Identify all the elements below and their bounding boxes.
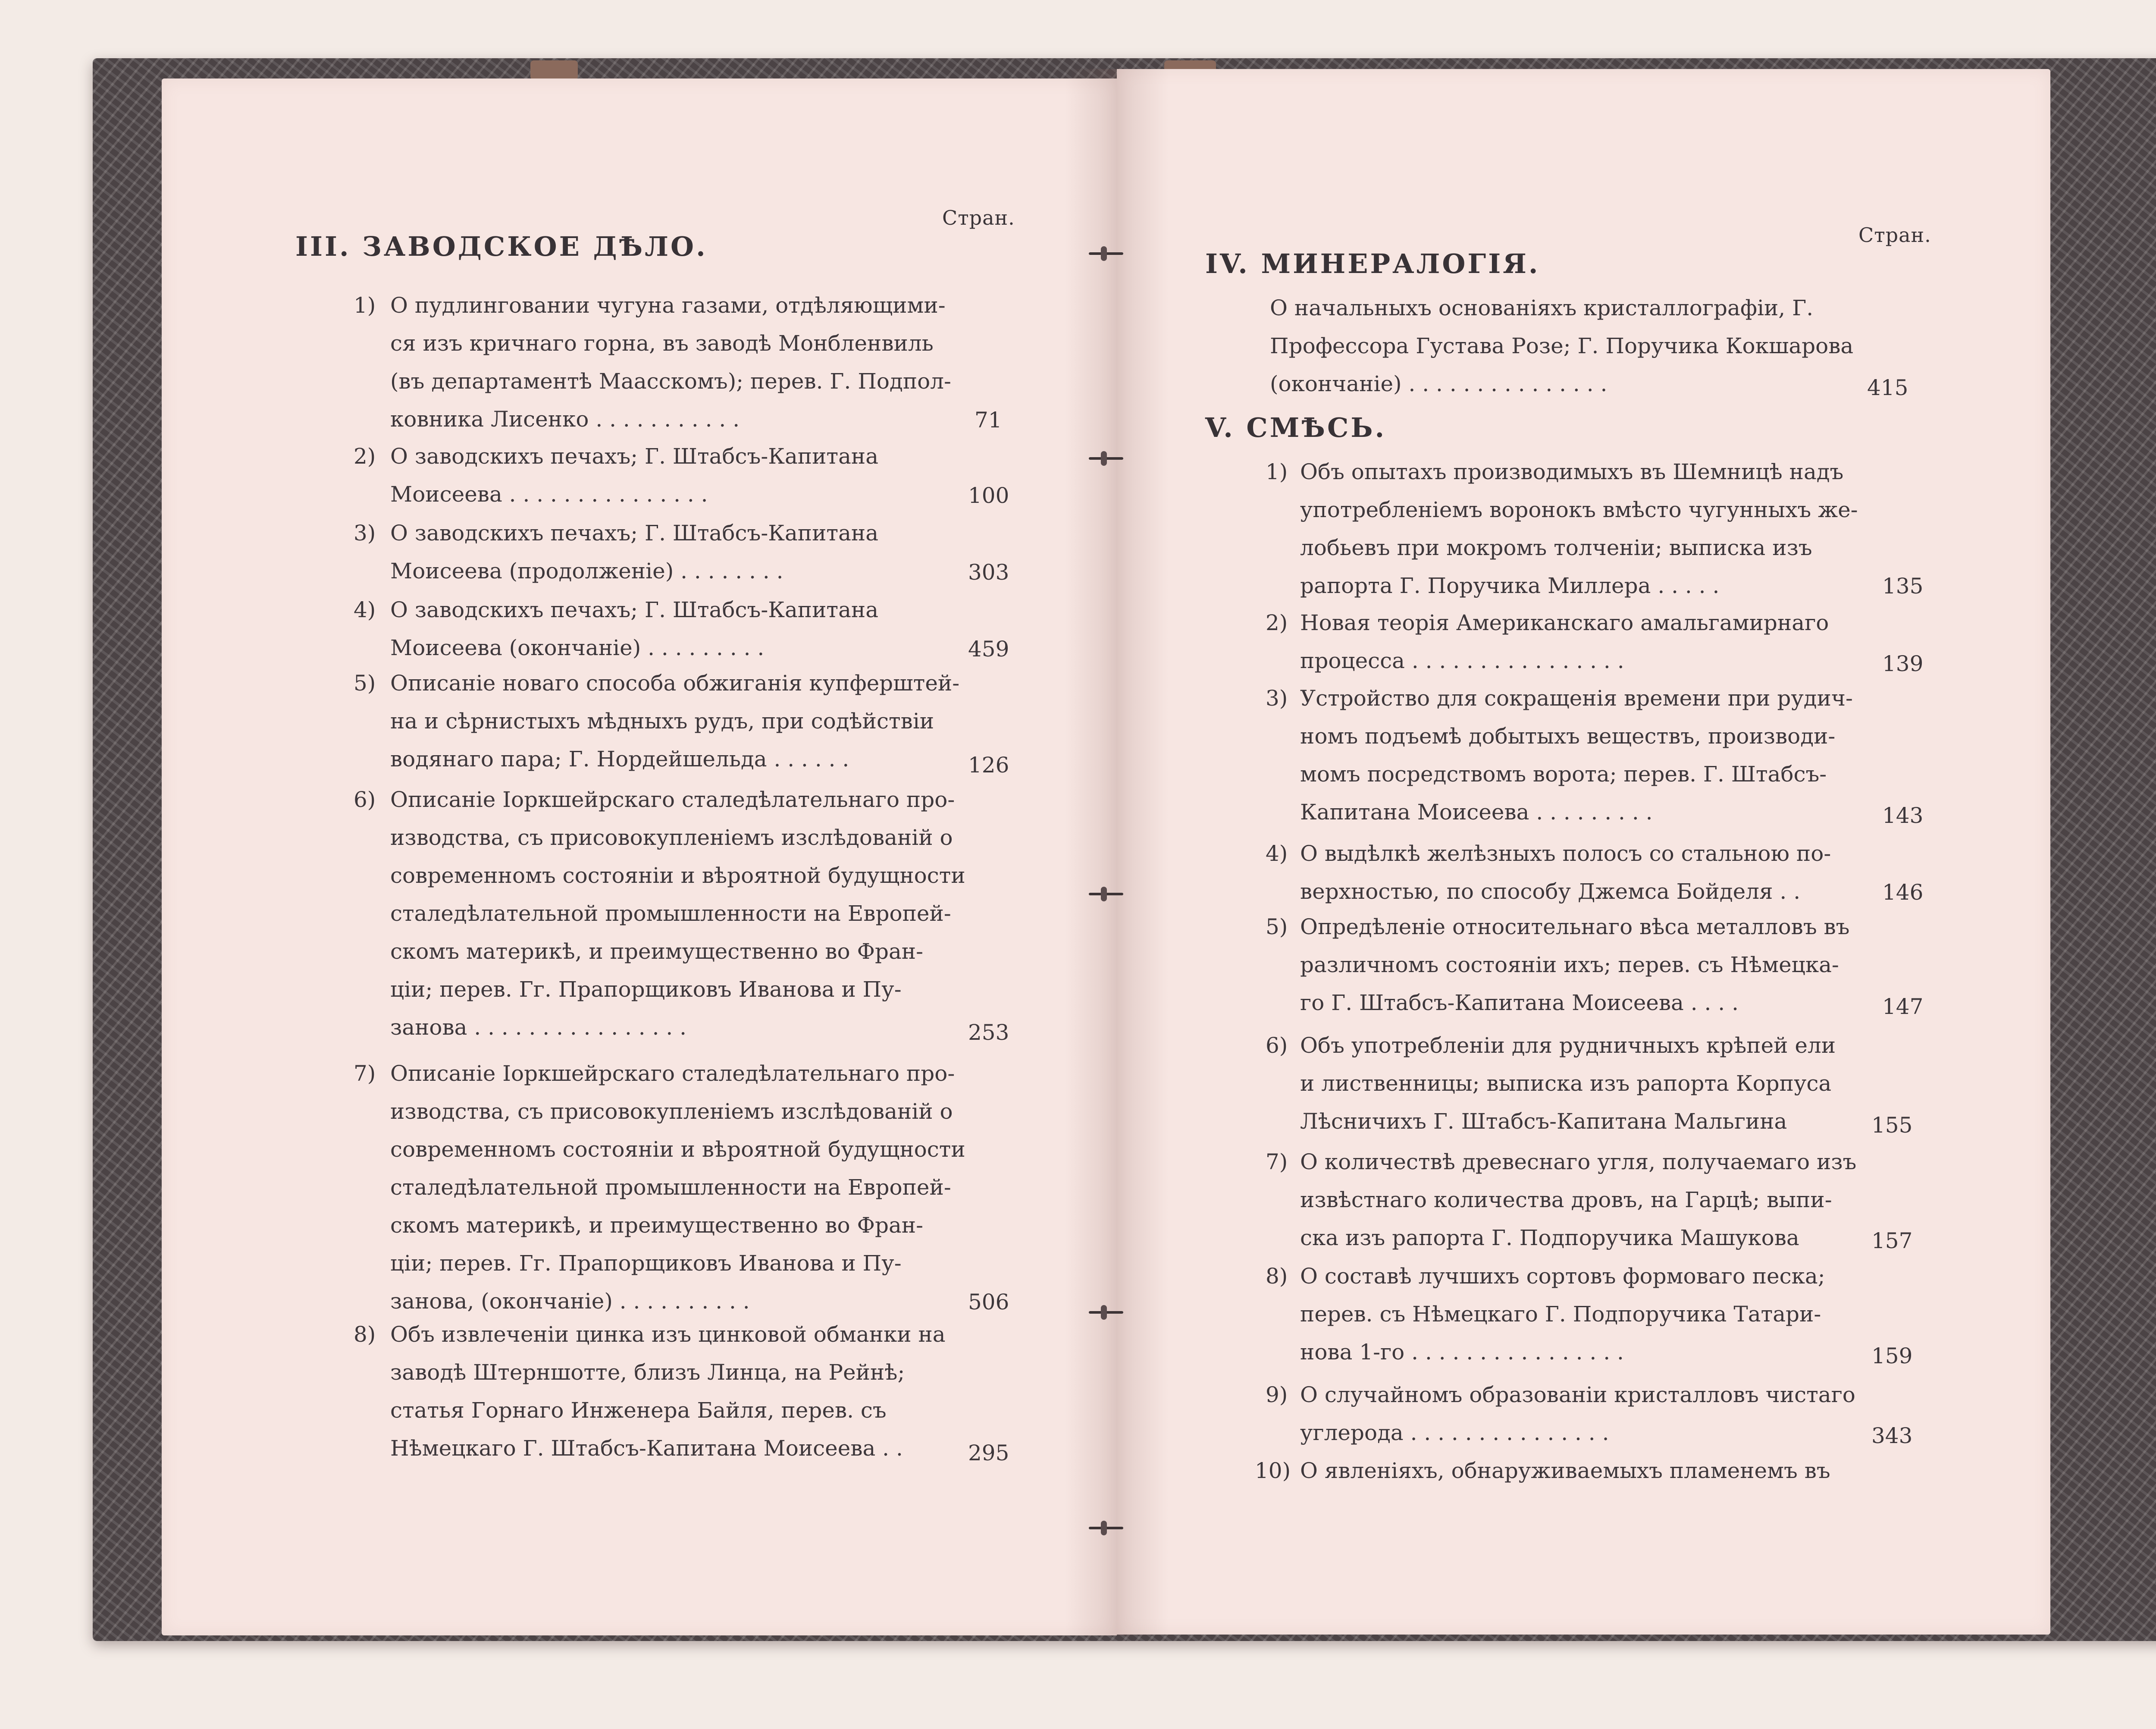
toc-entry-line: О составѣ лучшихъ сортовъ формоваго песка; <box>1300 1264 1825 1289</box>
toc-entry-number: 4) <box>354 597 376 622</box>
toc-entry-number: 8) <box>354 1322 376 1347</box>
toc-entry-line: заводѣ Штерншотте, близъ Линца, на Рейнѣ; <box>390 1360 905 1385</box>
toc-entry-line: номъ подъемѣ добытыхъ веществъ, производи- <box>1300 724 1836 749</box>
toc-entry-line: сталедѣлательной промышленности на Европей- <box>390 901 951 926</box>
toc-page-number: 139 <box>1882 651 1924 676</box>
toc-entry-line: Опредѣленіе относительнаго вѣса металловъ въ <box>1300 914 1850 939</box>
page-column-header: Стран. <box>1858 223 1931 247</box>
toc-entry-number: 5) <box>1266 914 1288 939</box>
toc-entry-line: О количествѣ древеснаго угля, получаемаго изъ <box>1300 1149 1857 1174</box>
binding-stitch <box>1089 457 1123 460</box>
toc-entry-line: Моисеева . . . . . . . . . . . . . . . <box>390 482 708 507</box>
toc-entry-line: современномъ состояніи и вѣроятной будущности <box>390 1137 965 1162</box>
toc-entry-number: 8) <box>1266 1264 1288 1289</box>
toc-entry-line: и лиственницы; выписка изъ рапорта Корпуса <box>1300 1071 1832 1096</box>
toc-page-number: 506 <box>968 1290 1009 1315</box>
toc-page-number: 155 <box>1871 1113 1913 1138</box>
toc-entry-line: ковника Лисенко . . . . . . . . . . . <box>390 407 740 432</box>
toc-entry-line: на и сѣрнистыхъ мѣдныхъ рудъ, при содѣйствіи <box>390 709 934 734</box>
toc-page-number: 459 <box>968 637 1009 662</box>
toc-entry-line: момъ посредствомъ ворота; перев. Г. Штабсъ- <box>1300 762 1827 787</box>
toc-entry-line: углерода . . . . . . . . . . . . . . . <box>1300 1420 1609 1445</box>
toc-entry-line: процесса . . . . . . . . . . . . . . . . <box>1300 648 1624 673</box>
toc-entry-line: ска изъ рапорта Г. Подпоручика Машукова <box>1300 1225 1799 1250</box>
toc-entry-line: изводства, съ присовокупленіемъ изслѣдованій о <box>390 1099 953 1124</box>
toc-page-number: 146 <box>1882 880 1924 905</box>
toc-entry-number: 2) <box>1266 610 1288 635</box>
toc-entry-line: го Г. Штабсъ-Капитана Моисеева . . . . <box>1300 990 1739 1015</box>
toc-entry-line: рапорта Г. Поручика Миллера . . . . . <box>1300 573 1720 598</box>
toc-entry-number: 3) <box>1266 686 1288 711</box>
toc-entry-number: 7) <box>354 1061 376 1086</box>
toc-entry-line: ціи; перев. Гг. Прапорщиковъ Иванова и Пу- <box>390 1251 902 1276</box>
toc-entry-line: ціи; перев. Гг. Прапорщиковъ Иванова и Пу- <box>390 977 902 1002</box>
toc-page-number: 415 <box>1867 375 1908 400</box>
section-title-factory: III. ЗАВОДСКОЕ ДѢЛО. <box>295 231 708 262</box>
toc-entry-number: 7) <box>1266 1149 1288 1174</box>
toc-entry-number: 5) <box>354 671 376 696</box>
toc-entry-line: Моисеева (продолженіе) . . . . . . . . <box>390 559 783 584</box>
toc-entry-number: 6) <box>1266 1033 1288 1058</box>
section-title-mineralogy: IV. МИНЕРАЛОГІЯ. <box>1205 248 1540 279</box>
toc-entry-line: (окончаніе) . . . . . . . . . . . . . . . <box>1270 371 1608 396</box>
page-column-header: Стран. <box>942 206 1015 229</box>
toc-entry-line: Лѣсничихъ Г. Штабсъ-Капитана Мальгина <box>1300 1109 1787 1134</box>
toc-page-number: 343 <box>1871 1423 1913 1448</box>
toc-entry-line: различномъ состояніи ихъ; перев. съ Нѣмецка- <box>1300 952 1839 977</box>
toc-entry-line: О заводскихъ печахъ; Г. Штабсъ-Капитана <box>390 444 879 469</box>
toc-entry-line: О случайномъ образованіи кристалловъ чистаго <box>1300 1382 1855 1407</box>
toc-entry-number: 1) <box>1266 459 1288 484</box>
toc-entry-line: (въ департаментѣ Маасскомъ); перев. Г. Подпол- <box>390 369 951 394</box>
toc-page-number: 135 <box>1882 574 1924 599</box>
toc-entry-line: скомъ материкѣ, и преимущественно во Фран- <box>390 1213 924 1238</box>
toc-entry-line: Объ опытахъ производимыхъ въ Шемницѣ надъ <box>1300 459 1844 484</box>
toc-page-number: 295 <box>968 1440 1009 1465</box>
binding-stitch <box>1089 252 1123 255</box>
toc-entry-number: 4) <box>1266 841 1288 866</box>
toc-entry-line: Новая теорія Американскаго амальгамирнаго <box>1300 610 1829 635</box>
toc-entry-line: Нѣмецкаго Г. Штабсъ-Капитана Моисеева . . <box>390 1436 903 1461</box>
toc-page-number: 147 <box>1882 994 1924 1019</box>
toc-entry-line: скомъ материкѣ, и преимущественно во Фран- <box>390 939 924 964</box>
toc-entry-line: статья Горнаго Инженера Байля, перев. съ <box>390 1398 887 1423</box>
toc-entry-line: Описаніе новаго способа обжиганія купферштей- <box>390 671 960 696</box>
toc-entry-number: 6) <box>354 787 376 812</box>
toc-entry-line: Капитана Моисеева . . . . . . . . . <box>1300 800 1653 825</box>
toc-page-number: 126 <box>968 753 1009 778</box>
toc-entry-line: употребленіемъ воронокъ вмѣсто чугунныхъ же- <box>1300 497 1858 522</box>
toc-entry-line: О начальныхъ основаніяхъ кристаллографіи, Г. <box>1270 295 1814 320</box>
binding-stitch <box>1089 1527 1123 1529</box>
toc-entry-line: занова . . . . . . . . . . . . . . . . <box>390 1015 687 1040</box>
toc-entry-number: 2) <box>354 444 376 469</box>
toc-entry-line: Моисеева (окончаніе) . . . . . . . . . <box>390 635 765 660</box>
toc-entry-number: 10) <box>1255 1458 1291 1483</box>
toc-entry-line: перев. съ Нѣмецкаго Г. Подпоручика Татари- <box>1300 1302 1821 1327</box>
toc-entry-line: сталедѣлательной промышленности на Европей- <box>390 1175 951 1200</box>
toc-entry-line: изводства, съ присовокупленіемъ изслѣдованій о <box>390 825 953 850</box>
toc-page-number: 71 <box>975 408 1002 433</box>
toc-entry-line: нова 1-го . . . . . . . . . . . . . . . . <box>1300 1340 1624 1365</box>
toc-entry-line: О явленіяхъ, обнаруживаемыхъ пламенемъ въ <box>1300 1458 1830 1483</box>
toc-entry-line: Профессора Густава Розе; Г. Поручика Кокшарова <box>1270 333 1854 358</box>
toc-entry-line: О выдѣлкѣ желѣзныхъ полосъ со стальною по- <box>1300 841 1831 866</box>
toc-entry-number: 3) <box>354 521 376 546</box>
toc-entry-number: 9) <box>1266 1382 1288 1407</box>
headband-left <box>530 60 578 80</box>
toc-entry-number: 1) <box>354 293 376 318</box>
toc-entry-line: О пудлинговании чугуна газами, отдѣляющими- <box>390 293 946 318</box>
toc-entry-line: Объ употребленіи для рудничныхъ крѣпей ели <box>1300 1033 1836 1058</box>
toc-page-number: 303 <box>968 560 1009 585</box>
toc-page-number: 100 <box>968 483 1009 508</box>
toc-entry-line: Описаніе Іоркшейрскаго сталедѣлательнаго про- <box>390 787 955 812</box>
toc-entry-line: верхностью, по способу Джемса Бойделя . . <box>1300 879 1801 904</box>
binding-stitch <box>1089 1311 1123 1314</box>
toc-entry-line: Описаніе Іоркшейрскаго сталедѣлательнаго про- <box>390 1061 955 1086</box>
section-title-miscellany: V. СМѢСЬ. <box>1205 412 1387 443</box>
toc-entry-line: водянаго пара; Г. Нордейшельда . . . . . . <box>390 747 849 772</box>
toc-entry-line: лобьевъ при мокромъ толченіи; выписка изъ <box>1300 535 1812 560</box>
book-gutter <box>1065 69 1169 1635</box>
toc-entry-line: О заводскихъ печахъ; Г. Штабсъ-Капитана <box>390 597 879 622</box>
toc-entry-line: ся изъ кричнаго горна, въ заводѣ Монбленвиль <box>390 331 934 356</box>
toc-page-number: 143 <box>1882 803 1924 828</box>
toc-entry-line: О заводскихъ печахъ; Г. Штабсъ-Капитана <box>390 521 879 546</box>
toc-page-number: 157 <box>1871 1228 1913 1253</box>
toc-entry-line: извѣстнаго количества дровъ, на Гарцѣ; выпи- <box>1300 1187 1832 1212</box>
toc-page-number: 159 <box>1871 1343 1913 1368</box>
toc-entry-line: Устройство для сокращенія времени при рудич- <box>1300 686 1853 711</box>
toc-entry-line: современномъ состояніи и вѣроятной будущности <box>390 863 965 888</box>
toc-entry-line: занова, (окончаніе) . . . . . . . . . . <box>390 1289 750 1314</box>
binding-stitch <box>1089 893 1123 895</box>
toc-page-number: 253 <box>968 1020 1009 1045</box>
toc-entry-line: Объ извлеченіи цинка изъ цинковой обманки на <box>390 1322 946 1347</box>
